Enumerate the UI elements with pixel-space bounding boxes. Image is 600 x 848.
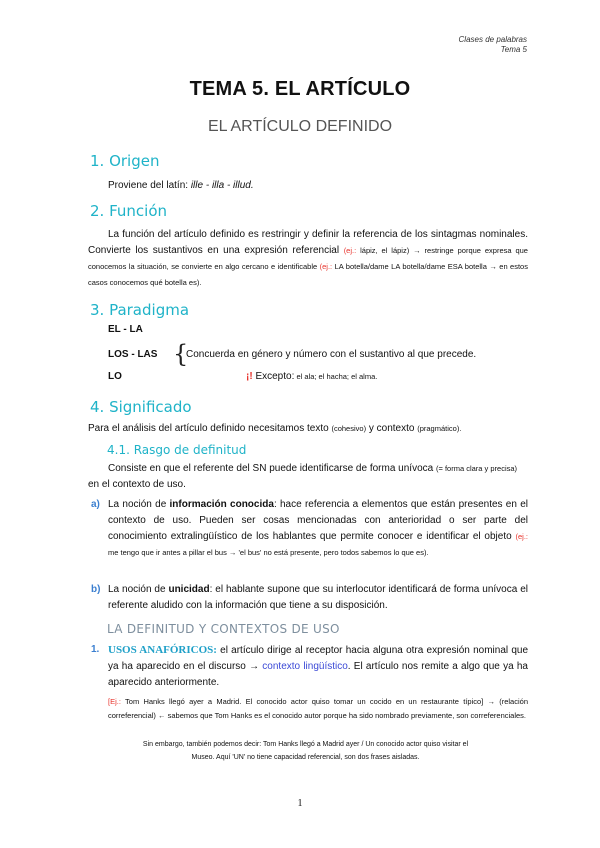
header-topic: Tema 5 (500, 45, 527, 54)
significado-intro (88, 421, 461, 437)
significado-intro-pre: Para el análisis del artículo definido necesitamos texto (88, 423, 332, 434)
page-title: TEMA 5. EL ARTÍCULO (189, 78, 411, 100)
definitud-gloss: (= forma clara y precisa) (435, 464, 518, 473)
origen-latin-forms: ille - illa - illud. (190, 180, 254, 191)
paradigma-concordancia: Concuerda en género y número con el sustantivo al que precede. (186, 349, 477, 360)
running-header (459, 35, 527, 55)
definitud-text-post: en el contexto de uso. (88, 479, 186, 490)
paradigma-excepto (246, 369, 377, 385)
item-unicidad (108, 582, 528, 614)
heading-paradigma: 3. Paradigma (90, 301, 190, 319)
heading-significado: 4. Significado (90, 398, 192, 416)
subheading-contextos-de-uso: LA DEFINITUD Y CONTEXTOS DE USO (107, 622, 340, 636)
page-number: 1 (297, 798, 303, 809)
item-usos-anaforicos (108, 642, 528, 691)
significado-pragmatico: (pragmático). (417, 424, 462, 433)
item-a-pre: La noción de (108, 499, 170, 510)
item-a-ej-label: (ej.: (515, 532, 528, 541)
item-b-text: : el hablante supone que su interlocutor identificará de forma unívoca el referente aludido con la información que tiene a su disposición. (108, 584, 528, 611)
item-b-pre: La noción de (108, 584, 169, 595)
item-b-term: unicidad (168, 584, 210, 595)
item-a-term: información conocida (169, 499, 274, 510)
significado-cohesivo: (cohesivo) (331, 424, 367, 433)
paradigma-lo: LO (108, 371, 122, 382)
origen-text-pre: Proviene del latín: (108, 180, 191, 191)
contexto-linguistico-term: contexto lingüístico (262, 661, 348, 672)
item-informacion-conocida (108, 497, 528, 561)
origen-text (108, 178, 254, 194)
page-subtitle: EL ARTÍCULO DEFINIDO (207, 118, 393, 135)
usos-anaforicos-label: USOS ANAFÓRICOS: (108, 644, 217, 656)
paradigma-el-la: EL - LA (108, 324, 143, 335)
usos-anaforicos-text: el artículo dirige al receptor hacia alguna otra expresión nominal que ya ha aparecido en el discurso → (108, 645, 529, 672)
usos-anaforicos-text-post: . El artículo nos remite a algo que ya ha aparecido anteriormente. (108, 661, 528, 688)
brace-symbol: { (173, 340, 189, 368)
header-course: Clases de palabras (458, 35, 527, 44)
subheading-rasgo-definitud: 4.1. Rasgo de definitud (107, 443, 247, 457)
heading-origen: 1. Origen (90, 152, 160, 170)
funcion-paragraph (88, 227, 528, 291)
funcion-text-1: La función del artículo definido es restringir y definir la referencia de los sintagmas nominales. Convierte los sustantivos en una expresión referencial (88, 229, 528, 256)
significado-intro-mid: y contexto (366, 423, 418, 434)
funcion-ej2-label: (ej.: (319, 262, 333, 271)
list-marker-a: a) (91, 499, 100, 510)
funcion-ej1-label: (ej.: (343, 246, 357, 255)
warning-icon: ¡! (246, 371, 253, 382)
ejemplo-label: [Ej.: (108, 697, 121, 706)
definitud-paragraph (88, 461, 528, 493)
excepto-examples: el ala; el hacha; el alma. (294, 372, 378, 381)
ejemplo-text: Tom Hanks llegó ayer a Madrid. El conocido actor quiso tomar un cocido en un restaurante típico] → (relación correferencial) ← sabemos que Tom Hanks es el conocido autor porque ha sido nombrado previamente, son correferenciales. (108, 697, 528, 720)
funcion-ej1-text: lápiz, el lápiz) (356, 246, 410, 255)
funcion-ej2-text: LA botella/dame LA botella/dame ESA botella → en estos casos conocemos qué botella es). (88, 262, 528, 287)
item-a-text: : hace referencia a elementos que están presentes en el contexto de uso. Pueden ser cosas mencionadas con anterioridad o ser parte del conocimiento extralingüístico de los hablantes que permite conocer e identificar el objeto (108, 499, 528, 542)
item-a-ej-text: me tengo que ir antes a pillar el bus → 'el bus' no está presente, pero todos sabemos lo que es). (108, 548, 429, 557)
list-marker-b: b) (91, 584, 101, 595)
list-marker-1: 1. (91, 644, 100, 655)
nota-sin-embargo: Sin embargo, también podemos decir: Tom Hanks llegó a Madrid ayer / Un conocido actor quiso visitar el Museo. Aquí 'UN' no tiene capacidad referencial, son dos frases aisladas. (142, 741, 469, 761)
definitud-text-pre: Consiste en que el referente del SN puede identificarse de forma unívoca (108, 463, 436, 474)
paradigma-los-las: LOS - LAS (108, 349, 158, 360)
excepto-label: Excepto: (252, 371, 295, 382)
funcion-text-2: → restringe porque expresa que conocemos la situación, se convierte en algo cercano e identificable (88, 246, 528, 271)
ejemplo-tom-hanks (108, 695, 528, 723)
heading-funcion: 2. Función (90, 202, 167, 220)
